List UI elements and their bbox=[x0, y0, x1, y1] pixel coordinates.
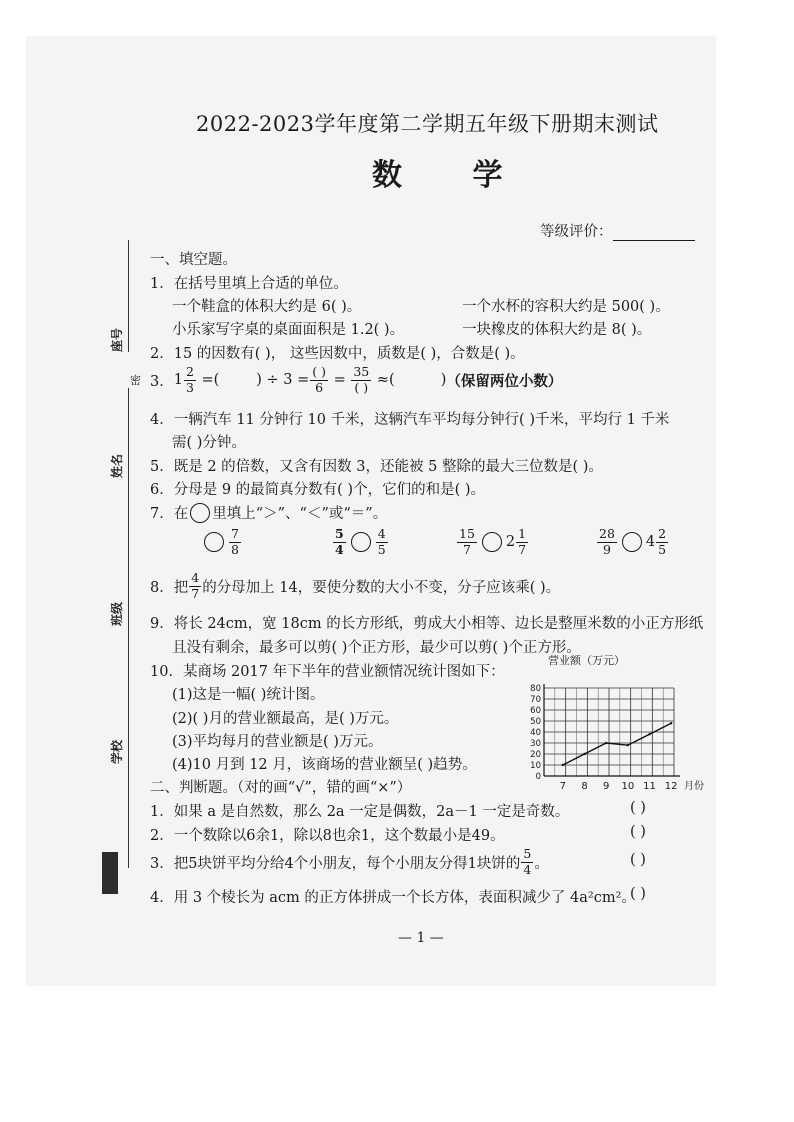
q7-i4-a-denominator: 9 bbox=[602, 541, 611, 557]
q7-post: 里填上“＞”、“＜”或“＝”。 bbox=[212, 506, 388, 522]
judge-q4: 4．用 3 个棱长为 acm 的正方体拼成一个长方体，表面积减少了 4a²cm²。 bbox=[150, 890, 636, 906]
q7-i4-b-denominator: 5 bbox=[658, 541, 667, 557]
q7-pre: 7．在 bbox=[150, 506, 189, 522]
q7-stem bbox=[150, 502, 387, 523]
q3-f1-numerator: 2 bbox=[185, 364, 194, 379]
q3-fraction-3 bbox=[351, 366, 371, 394]
q7-i3-a-denominator: 7 bbox=[462, 541, 471, 557]
q7-i4-frac-b bbox=[656, 528, 668, 556]
compare-circle-icon[interactable] bbox=[622, 532, 642, 552]
section1-heading: 一、填空题。 bbox=[150, 252, 237, 268]
q8-numerator: 4 bbox=[191, 570, 200, 585]
exam-title: 2022-2023学年度第二学期五年级下册期末测试 bbox=[196, 112, 659, 136]
q8 bbox=[150, 572, 560, 600]
q7-item-3 bbox=[456, 528, 529, 556]
y-tick-label: 20 bbox=[530, 750, 541, 760]
x-tick-label: 12 bbox=[664, 781, 678, 792]
data-point bbox=[670, 722, 672, 724]
q7-i4-a-numerator: 28 bbox=[599, 526, 615, 541]
judge-q3-numerator: 5 bbox=[523, 846, 532, 861]
judge-q4-answer[interactable]: ( ) bbox=[630, 886, 646, 902]
corner-stamp bbox=[102, 852, 118, 894]
q3-eq1: =( ) ÷ 3 = bbox=[196, 372, 310, 388]
q7-item-2 bbox=[332, 528, 389, 556]
x-tick-label: 10 bbox=[621, 781, 635, 792]
q7-i3-frac-a bbox=[457, 528, 477, 556]
judge-q1: 1．如果 a 是自然数，那么 2a 一定是偶数，2a－1 一定是奇数。 bbox=[150, 804, 570, 820]
compare-circle-icon[interactable] bbox=[204, 532, 224, 552]
q3-f2-numerator: ( ) bbox=[312, 364, 326, 379]
chart-title: 营业额（万元） bbox=[548, 654, 625, 667]
q7-i4-frac-a bbox=[597, 528, 617, 556]
q7-i3-b-whole: 2 bbox=[505, 534, 516, 550]
class-label: 班级 bbox=[110, 601, 124, 626]
x-tick-label: 11 bbox=[643, 781, 656, 792]
q7-i2-a-denominator: 4 bbox=[335, 541, 344, 557]
q4-line2: 需( )分钟。 bbox=[172, 435, 246, 451]
q7-i1-frac-b bbox=[229, 528, 241, 556]
seat-label: 座号 bbox=[110, 327, 124, 352]
q8-post: 的分母加上 14，要使分数的大小不变，分子应该乘( )。 bbox=[202, 579, 561, 596]
y-tick-label: 50 bbox=[530, 717, 541, 727]
q3-fraction-1 bbox=[184, 366, 196, 394]
compare-circle-icon[interactable] bbox=[351, 532, 371, 552]
judge-q1-answer[interactable]: ( ) bbox=[630, 800, 646, 816]
q4-line1: 4．一辆汽车 11 分钟行 10 千米，这辆汽车平均每分钟行( )千米，平均行 1 千米 bbox=[150, 412, 670, 428]
x-tick-label: 8 bbox=[581, 781, 588, 792]
x-tick-label: 9 bbox=[602, 781, 610, 792]
judge-q3-answer[interactable]: ( ) bbox=[630, 852, 646, 868]
grade-label: 等级评价： bbox=[540, 224, 613, 240]
data-point bbox=[583, 753, 585, 755]
y-tick-label: 60 bbox=[530, 706, 541, 716]
q3-f2-denominator: 6 bbox=[315, 379, 324, 395]
y-tick-label: 40 bbox=[530, 728, 541, 738]
x-tick-label: 7 bbox=[559, 781, 567, 792]
y-tick-label: 10 bbox=[530, 761, 541, 771]
binding-line-1 bbox=[128, 240, 129, 352]
q3-eq2: = bbox=[328, 372, 351, 388]
q7-i2-frac-b bbox=[376, 528, 388, 556]
page-number: — 1 — bbox=[398, 930, 444, 946]
q7-i3-b-denominator: 7 bbox=[518, 541, 527, 557]
chart-svg bbox=[520, 654, 710, 804]
q7-item-1 bbox=[200, 528, 242, 556]
subject-title: 数 学 bbox=[372, 158, 533, 193]
judge-q3-pre: 3．把5块饼平均分给4个小朋友，每个小朋友分得1块饼的 bbox=[150, 855, 521, 872]
judge-q2-answer[interactable]: ( ) bbox=[630, 824, 646, 840]
q7-i3-b-numerator: 1 bbox=[518, 526, 527, 541]
data-point bbox=[562, 764, 564, 766]
q3-fraction-2 bbox=[310, 366, 328, 394]
q1-stem: 1．在括号里填上合适的单位。 bbox=[150, 276, 348, 292]
q10-stem: 10．某商场 2017 年下半年的营业额情况统计图如下： bbox=[150, 664, 505, 680]
q3-note: （保留两位小数） bbox=[446, 372, 563, 390]
judge-q2: 2．一个数除以6余1，除以8也余1，这个数最小是49。 bbox=[150, 828, 505, 844]
q10-c: (3)平均每月的营业额是( )万元。 bbox=[172, 734, 383, 750]
q7-i2-a-numerator: 5 bbox=[335, 526, 344, 541]
q7-item-4 bbox=[596, 528, 669, 556]
q10-b: (2)( )月的营业额最高，是( )万元。 bbox=[172, 711, 399, 727]
q3-label: 3． bbox=[150, 373, 174, 390]
q1-b: 一个水杯的容积大约是 500( )。 bbox=[462, 299, 670, 315]
q7-i3-frac-b bbox=[516, 528, 528, 556]
q8-denominator: 7 bbox=[191, 585, 200, 601]
q7-i2-b-denominator: 5 bbox=[377, 541, 386, 557]
q7-i2-frac-a bbox=[333, 528, 346, 556]
y-tick-label: 80 bbox=[530, 684, 541, 694]
q10-a: (1)这是一幅( )统计图。 bbox=[172, 687, 325, 703]
q3-eq3: ≈( ) bbox=[372, 372, 447, 388]
x-axis-label: 月份 bbox=[684, 781, 704, 792]
judge-q3-denominator: 4 bbox=[523, 861, 532, 877]
q7-circle-icon bbox=[190, 503, 210, 523]
grade-blank bbox=[613, 226, 695, 241]
q7-i3-a-numerator: 15 bbox=[459, 526, 475, 541]
judge-q3-fraction bbox=[521, 848, 533, 876]
y-tick-label: 0 bbox=[535, 772, 541, 782]
q9-line2: 且没有剩余，最多可以剪( )个正方形，最少可以剪( )个正方形。 bbox=[172, 640, 581, 656]
q3-f1-denominator: 3 bbox=[185, 379, 194, 395]
seal-mark: 密 bbox=[130, 374, 141, 387]
q6: 6．分母是 9 的最简真分数有( )个，它们的和是( )。 bbox=[150, 482, 486, 498]
q7-i4-b-whole: 4 bbox=[645, 534, 656, 550]
name-label: 姓名 bbox=[110, 453, 124, 478]
q5: 5．既是 2 的倍数，又含有因数 3，还能被 5 整除的最大三位数是( )。 bbox=[150, 459, 603, 475]
y-tick-label: 30 bbox=[530, 739, 541, 749]
data-point bbox=[605, 742, 607, 744]
section2-heading: 二、判断题。（对的画“√”，错的画“×”） bbox=[150, 780, 412, 796]
data-point bbox=[627, 744, 629, 746]
q8-fraction bbox=[189, 572, 201, 600]
q1-a: 一个鞋盒的体积大约是 6( )。 bbox=[172, 299, 362, 315]
q3 bbox=[150, 362, 562, 398]
q10-d: (4)10 月到 12 月，该商场的营业额呈( )趋势。 bbox=[172, 757, 477, 773]
y-tick-label: 70 bbox=[530, 695, 541, 705]
grade-evaluation bbox=[540, 220, 695, 241]
binding-line-2 bbox=[128, 388, 129, 868]
q7-i1-b-numerator: 7 bbox=[231, 526, 239, 541]
q7-i2-b-numerator: 4 bbox=[377, 526, 386, 541]
judge-q3 bbox=[150, 848, 549, 876]
q1-d: 一块橡皮的体积大约是 8( )。 bbox=[462, 322, 652, 338]
q3-f3-denominator: ( ) bbox=[354, 379, 369, 395]
q8-pre: 8．把 bbox=[150, 579, 189, 596]
q7-i4-b-numerator: 2 bbox=[658, 526, 667, 541]
q7-i1-b-denominator: 8 bbox=[231, 541, 239, 557]
q3-whole: 1 bbox=[173, 372, 183, 388]
q9-line1: 9．将长 24cm，宽 18cm 的长方形纸，剪成大小相等、边长是整厘米数的小正方形纸 bbox=[150, 616, 704, 632]
compare-circle-icon[interactable] bbox=[482, 532, 502, 552]
revenue-line-chart bbox=[520, 654, 710, 804]
judge-q3-post: 。 bbox=[534, 855, 549, 872]
school-label: 学校 bbox=[110, 739, 124, 764]
q1-c: 小乐家写字桌的桌面面积是 1.2( )。 bbox=[172, 322, 405, 338]
series-line bbox=[563, 723, 671, 765]
q2: 2．15 的因数有( )， 这些因数中，质数是( )，合数是( )。 bbox=[150, 346, 525, 362]
data-point bbox=[648, 733, 650, 735]
q3-f3-numerator: 35 bbox=[353, 364, 370, 379]
